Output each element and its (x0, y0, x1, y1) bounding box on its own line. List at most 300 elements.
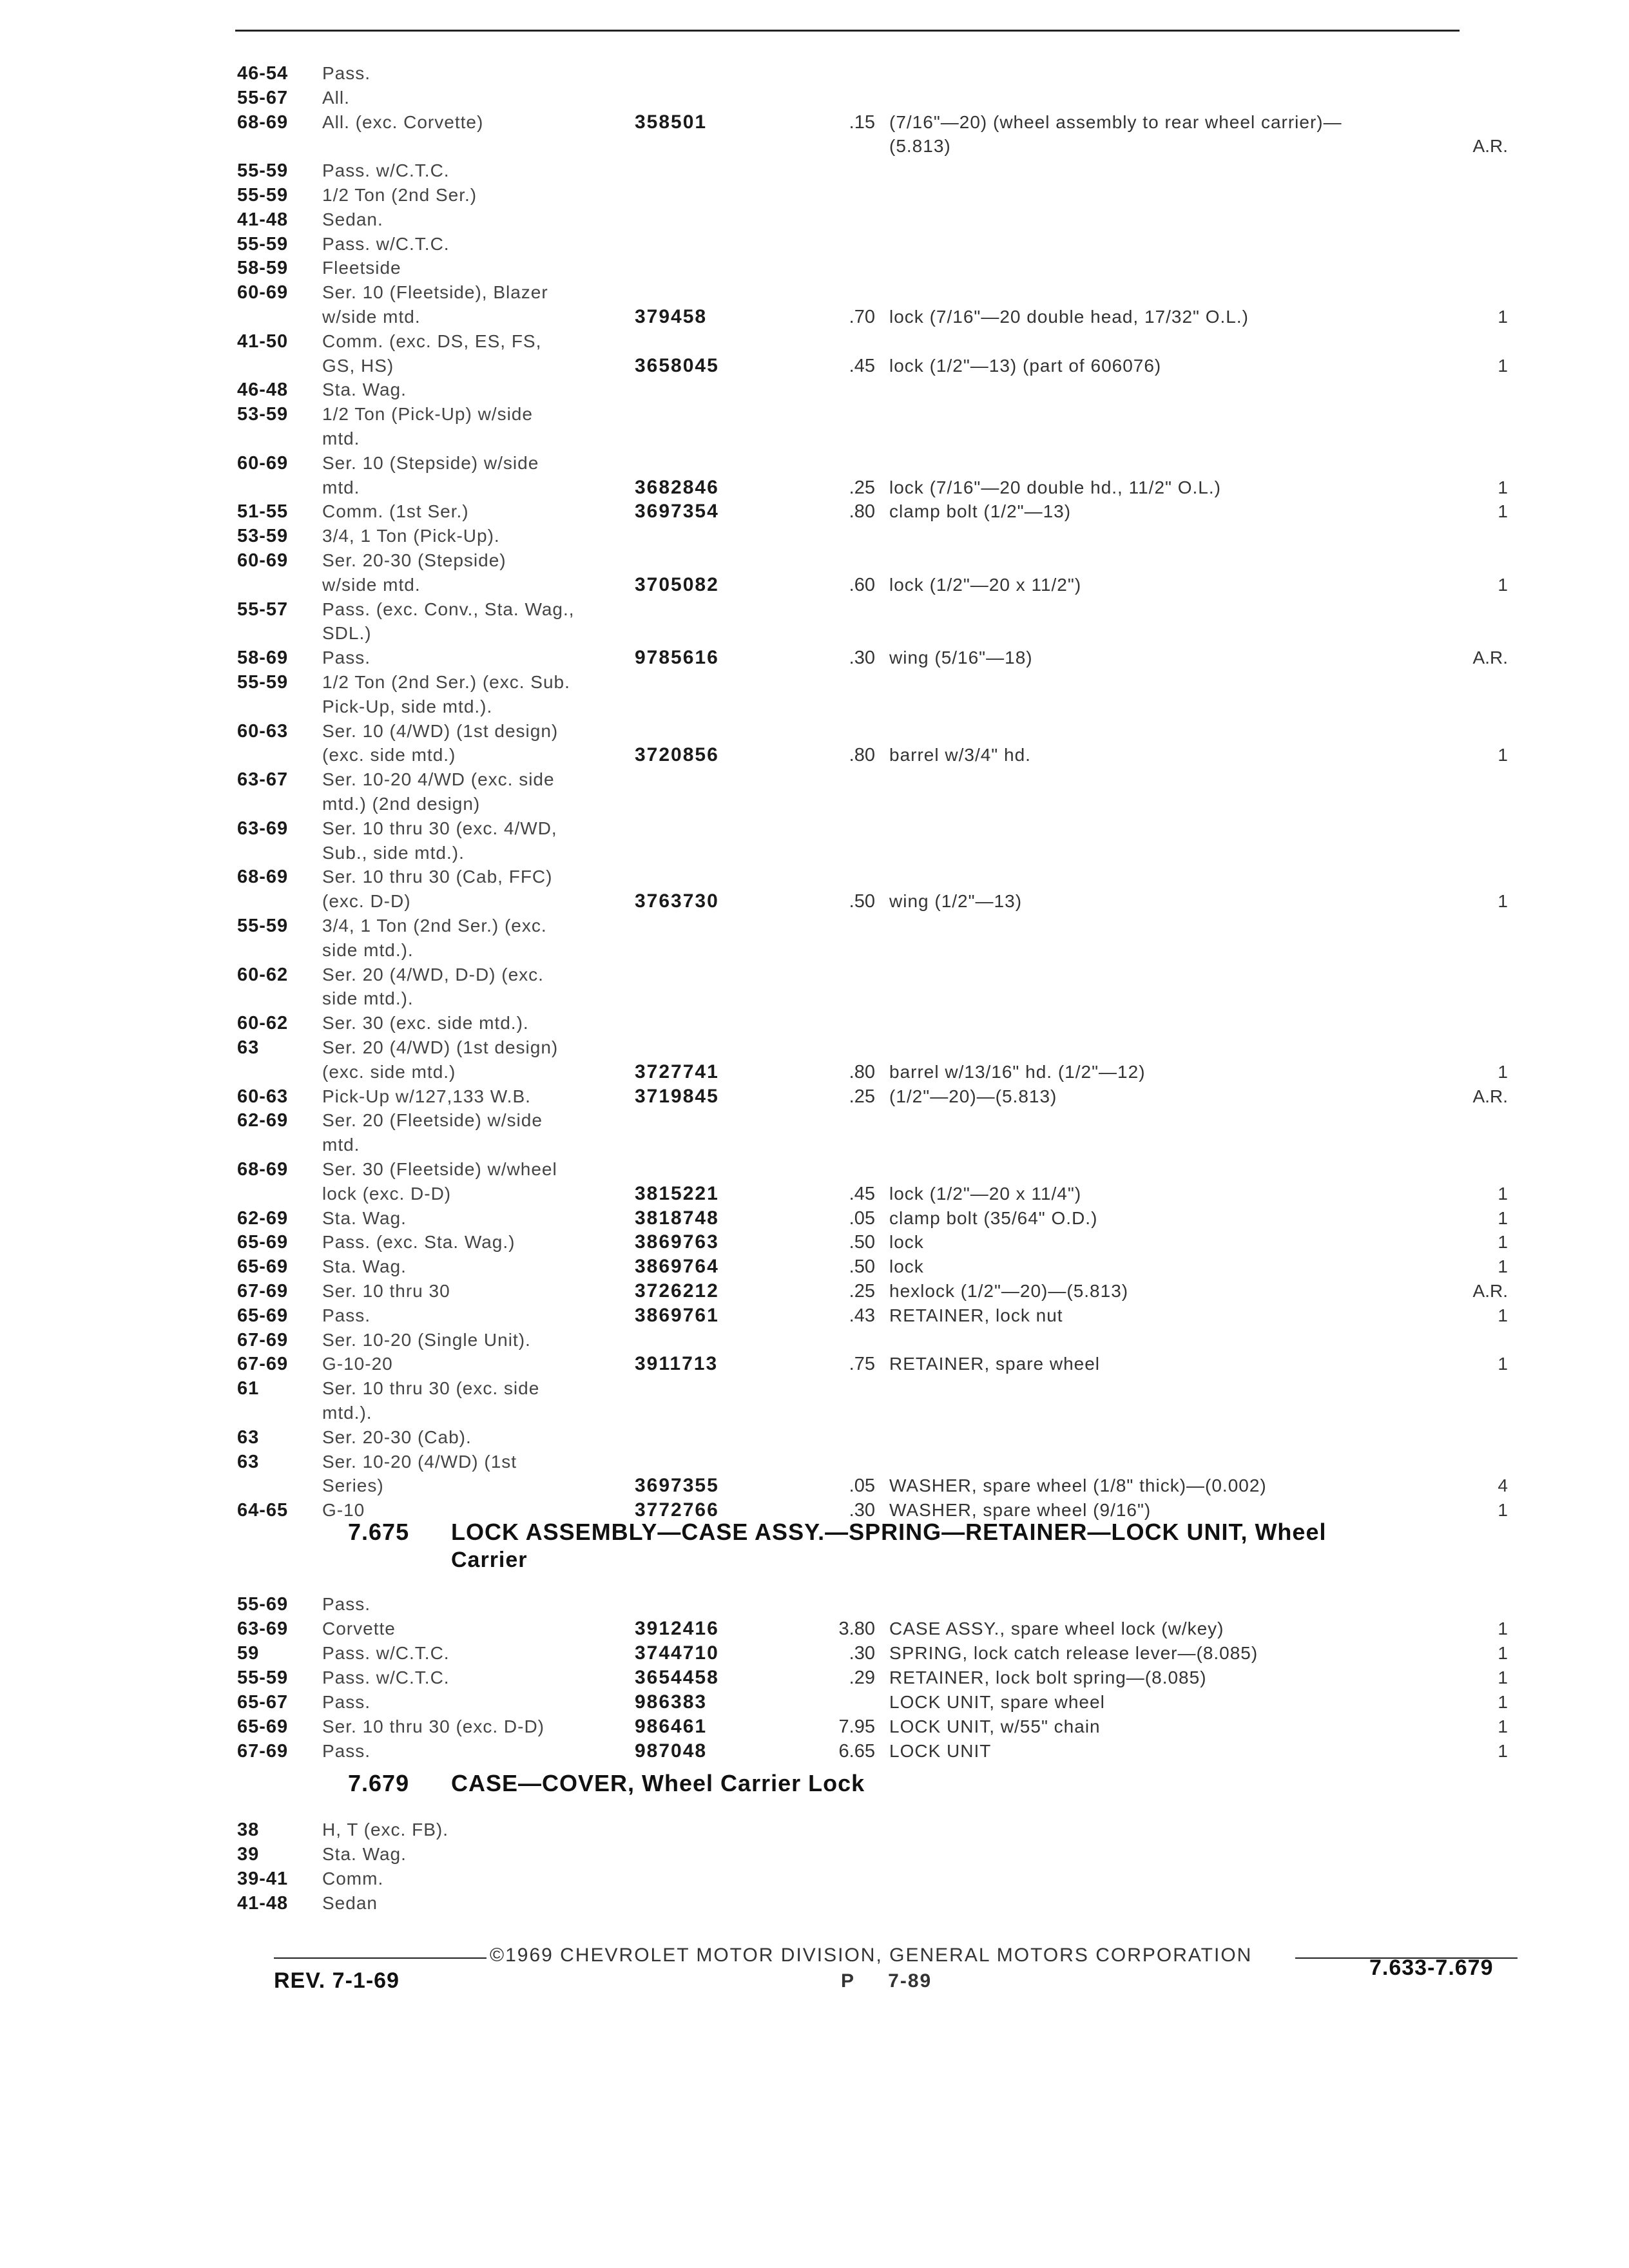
year-cell: 58-69 (237, 648, 289, 669)
table-row (0, 1133, 1629, 1157)
year-cell: 41-50 (237, 331, 289, 352)
application-cell: Ser. 30 (Fleetside) w/wheel (322, 1159, 557, 1179)
table-row (0, 695, 1629, 718)
year-cell: 55-59 (237, 233, 289, 255)
table-row (0, 1867, 1629, 1890)
year-cell: 68-69 (237, 867, 289, 888)
table-row (0, 184, 1629, 207)
page-number: P 7-89 (841, 1970, 932, 1992)
year-cell: 39-41 (237, 1869, 289, 1889)
table-row (0, 1593, 1629, 1616)
part-number-cell: 3658045 (635, 354, 719, 376)
description-cell: wing (1/2"—13) (889, 891, 1023, 912)
year-cell: 55-59 (237, 185, 289, 206)
table-row (0, 671, 1629, 694)
year-cell: 63 (237, 1451, 260, 1472)
application-cell: Pass. (322, 1594, 371, 1614)
quantity-cell: 1 (1498, 307, 1508, 327)
description-cell: CASE ASSY., spare wheel lock (w/key) (889, 1619, 1224, 1639)
table-row (0, 524, 1629, 548)
price-cell: .25 (849, 1086, 875, 1107)
price-cell: .30 (849, 1500, 875, 1521)
price-cell: .75 (849, 1354, 875, 1375)
table-row (0, 1843, 1629, 1866)
table-row (0, 159, 1629, 182)
year-cell: 63 (237, 1427, 260, 1448)
table-row (0, 208, 1629, 231)
price-cell: .15 (849, 111, 875, 133)
section-title: LOCK ASSEMBLY—CASE ASSY.—SPRING—RETAINER—LOCK UNIT, Wheel (451, 1519, 1327, 1545)
price-cell: .80 (849, 1061, 875, 1082)
year-cell: 62-69 (237, 1110, 289, 1131)
table-row (0, 86, 1629, 110)
description-cell: lock (1/2"—20 x 11/2") (889, 574, 1082, 595)
application-cell: w/side mtd. (322, 307, 421, 327)
year-cell: 46-48 (237, 380, 289, 401)
part-number-cell: 3911713 (635, 1353, 718, 1375)
quantity-cell: 1 (1498, 1183, 1508, 1204)
quantity-cell: 1 (1498, 1692, 1508, 1712)
year-cell: 55-59 (237, 160, 289, 182)
price-cell: .25 (849, 477, 875, 498)
application-cell: 1/2 Ton (2nd Ser.) (exc. Sub. (322, 672, 570, 692)
application-cell: Pass. (322, 1692, 371, 1712)
description-cell: lock (7/16"—20 double head, 17/32" O.L.) (889, 307, 1249, 327)
description-cell: wing (5/16"—18) (889, 648, 1033, 668)
application-cell: All. (exc. Corvette) (322, 111, 484, 132)
table-row (0, 598, 1629, 621)
table-row (0, 768, 1629, 791)
application-cell: Comm. (exc. DS, ES, FS, (322, 331, 542, 351)
part-number-cell: 3705082 (635, 573, 719, 595)
part-number-cell: 986461 (635, 1716, 708, 1737)
table-row (0, 378, 1629, 401)
year-cell: 62-69 (237, 1207, 289, 1229)
table-row (0, 427, 1629, 450)
application-cell: H, T (exc. FB). (322, 1820, 448, 1840)
price-cell: .45 (849, 355, 875, 376)
year-cell: 63 (237, 1037, 260, 1058)
application-cell: mtd. (322, 428, 360, 448)
table-row (0, 817, 1629, 840)
application-cell: mtd.). (322, 1403, 372, 1423)
table-row (0, 1426, 1629, 1449)
copyright-line: ©1969 CHEVROLET MOTOR DIVISION, GENERAL MOTORS CORPORATION (490, 1945, 1253, 1966)
price-cell: 7.95 (838, 1716, 875, 1737)
year-cell: 55-59 (237, 672, 289, 693)
year-cell: 63-67 (237, 769, 289, 791)
part-number-cell: 3682846 (635, 476, 719, 498)
application-cell: Ser. 20 (4/WD, D-D) (exc. (322, 964, 544, 985)
application-cell: Sta. Wag. (322, 1207, 407, 1228)
application-cell: Sub., side mtd.). (322, 842, 465, 863)
year-cell: 39 (237, 1844, 260, 1865)
price-cell: 3.80 (838, 1619, 875, 1639)
table-row (0, 1740, 1629, 1763)
application-cell: Pass. (exc. Sta. Wag.) (322, 1232, 516, 1253)
description-cell: lock (1/2"—20 x 11/4") (889, 1183, 1082, 1204)
application-cell: Corvette (322, 1619, 396, 1639)
application-cell: Ser. 10 thru 30 (exc. side (322, 1378, 540, 1399)
application-cell: Ser. 20-30 (Stepside) (322, 550, 506, 570)
table-row (0, 963, 1629, 986)
application-cell: w/side mtd. (322, 574, 421, 595)
price-cell: .29 (849, 1667, 875, 1688)
part-number-cell: 3720856 (635, 744, 719, 766)
year-cell: 60-69 (237, 282, 289, 303)
table-row (0, 793, 1629, 816)
part-number-cell: 3869764 (635, 1256, 719, 1278)
application-cell: Ser. 10 thru 30 (Cab, FFC) (322, 867, 553, 887)
quantity-cell: 1 (1498, 1305, 1508, 1325)
quantity-cell: A.R. (1472, 136, 1508, 157)
part-number-cell: 3697354 (635, 501, 719, 523)
table-row (0, 452, 1629, 475)
year-cell: 55-59 (237, 916, 289, 936)
top-rule (235, 30, 1460, 32)
application-cell: Pass. (322, 63, 371, 83)
price-cell: .50 (849, 1256, 875, 1278)
table-row (0, 1304, 1629, 1327)
application-cell: 3/4, 1 Ton (Pick-Up). (322, 526, 500, 546)
part-number-cell: 3763730 (635, 890, 719, 912)
table-row (0, 744, 1629, 767)
table-row (0, 1642, 1629, 1665)
price-cell: .70 (849, 307, 875, 327)
description-cell: clamp bolt (35/64" O.D.) (889, 1207, 1098, 1228)
application-cell: Ser. 10 thru 30 (exc. D-D) (322, 1716, 545, 1736)
application-cell: Pass. (322, 1305, 371, 1325)
part-number-cell: 358501 (635, 111, 708, 133)
table-row (0, 865, 1629, 889)
description-cell: WASHER, spare wheel (1/8" thick)—(0.002) (889, 1475, 1267, 1496)
table-row (0, 256, 1629, 280)
table-row (0, 1255, 1629, 1278)
description-cell: lock (889, 1256, 924, 1277)
application-cell: Ser. 10 thru 30 (exc. 4/WD, (322, 818, 557, 838)
description-cell: RETAINER, lock bolt spring—(8.085) (889, 1667, 1207, 1687)
year-cell: 65-69 (237, 1716, 289, 1737)
price-cell: .50 (849, 891, 875, 912)
application-cell: G-10-20 (322, 1354, 393, 1374)
application-cell: Pass. (322, 648, 371, 668)
part-number-cell: 3697355 (635, 1475, 719, 1497)
table-row (0, 1329, 1629, 1352)
year-cell: 68-69 (237, 1159, 289, 1180)
price-cell: .43 (849, 1305, 875, 1326)
application-cell: (exc. side mtd.) (322, 745, 456, 765)
table-row (0, 62, 1629, 85)
table-row (0, 1012, 1629, 1035)
year-cell: 60-69 (237, 550, 289, 571)
table-row (0, 1401, 1629, 1425)
quantity-cell: A.R. (1472, 648, 1508, 668)
table-row (0, 1715, 1629, 1738)
quantity-cell: 1 (1498, 891, 1508, 912)
application-cell: (exc. D-D) (322, 891, 411, 912)
table-row (0, 1352, 1629, 1376)
description-cell: clamp bolt (1/2"—13) (889, 501, 1072, 522)
price-cell: .05 (849, 1475, 875, 1497)
application-cell: Sedan. (322, 209, 383, 229)
table-row (0, 1691, 1629, 1714)
application-cell: 3/4, 1 Ton (2nd Ser.) (exc. (322, 916, 547, 936)
application-cell: Sta. Wag. (322, 1844, 407, 1864)
table-row (0, 939, 1629, 962)
application-cell: Pick-Up, side mtd.). (322, 696, 493, 716)
quantity-cell: 1 (1498, 1741, 1508, 1761)
description-cell: (1/2"—20)—(5.813) (889, 1086, 1057, 1106)
table-row (0, 622, 1629, 645)
table-row (0, 914, 1629, 937)
application-cell: Ser. 20 (Fleetside) w/side (322, 1110, 543, 1131)
description-cell: barrel w/13/16" hd. (1/2"—12) (889, 1061, 1146, 1082)
description-cell: lock (7/16"—20 double hd., 11/2" O.L.) (889, 477, 1221, 497)
table-row (0, 1182, 1629, 1206)
table-row (0, 1892, 1629, 1915)
description-cell: barrel w/3/4" hd. (889, 745, 1031, 765)
application-cell: Ser. 10 (Stepside) w/side (322, 452, 539, 473)
part-number-cell: 3719845 (635, 1085, 719, 1107)
year-cell: 59 (237, 1643, 260, 1664)
application-cell: Ser. 10-20 (Single Unit). (322, 1329, 531, 1350)
application-cell: Pass. (322, 1741, 371, 1761)
price-cell: .30 (849, 648, 875, 669)
description-cell: lock (889, 1232, 924, 1253)
application-cell: G-10 (322, 1500, 365, 1521)
description-cell: hexlock (1/2"—20)—(5.813) (889, 1281, 1129, 1301)
quantity-cell: 1 (1498, 1232, 1508, 1253)
quantity-cell: 1 (1498, 1619, 1508, 1639)
section-title-continued: Carrier (451, 1548, 528, 1572)
part-number-cell: 3727741 (635, 1061, 719, 1082)
quantity-cell: 1 (1498, 1207, 1508, 1228)
table-row (0, 1158, 1629, 1181)
quantity-cell: 1 (1498, 477, 1508, 497)
quantity-cell: 1 (1498, 1061, 1508, 1082)
section-range: 7.633-7.679 (1369, 1956, 1494, 1980)
table-row (0, 1061, 1629, 1084)
quantity-cell: 1 (1498, 355, 1508, 376)
year-cell: 63-69 (237, 818, 289, 839)
year-cell: 46-54 (237, 63, 289, 84)
year-cell: 67-69 (237, 1281, 289, 1302)
application-cell: side mtd.). (322, 988, 414, 1009)
year-cell: 67-69 (237, 1329, 289, 1350)
description-cell: LOCK UNIT (889, 1741, 992, 1761)
part-number-cell: 3654458 (635, 1667, 719, 1688)
quantity-cell: 1 (1498, 1667, 1508, 1687)
table-row (0, 1109, 1629, 1132)
table-row (0, 500, 1629, 523)
price-cell: .50 (849, 1232, 875, 1253)
table-row (0, 720, 1629, 743)
year-cell: 65-67 (237, 1692, 289, 1713)
price-cell: 6.65 (838, 1741, 875, 1762)
application-cell: Ser. 30 (exc. side mtd.). (322, 1013, 529, 1033)
year-cell: 41-48 (237, 1893, 289, 1914)
table-row (0, 1474, 1629, 1497)
year-cell: 58-59 (237, 258, 289, 279)
year-cell: 67-69 (237, 1354, 289, 1375)
price-cell: .80 (849, 501, 875, 523)
description-cell: SPRING, lock catch release lever—(8.085) (889, 1643, 1258, 1663)
application-cell: Pass. (exc. Conv., Sta. Wag., (322, 599, 575, 619)
application-cell: Sta. Wag. (322, 1256, 407, 1277)
description-cell: RETAINER, spare wheel (889, 1354, 1101, 1374)
application-cell: Ser. 10 (Fleetside), Blazer (322, 282, 548, 303)
part-number-cell: 3869763 (635, 1231, 719, 1253)
application-cell: All. (322, 87, 350, 108)
application-cell: Pick-Up w/127,133 W.B. (322, 1086, 531, 1106)
application-cell: Ser. 10-20 4/WD (exc. side (322, 769, 555, 790)
table-row (0, 1377, 1629, 1400)
table-row (0, 1450, 1629, 1474)
description-cell: lock (1/2"—13) (part of 606076) (889, 355, 1162, 376)
section-number: 7.679 (348, 1770, 410, 1796)
year-cell: 60-63 (237, 720, 289, 742)
price-cell: .80 (849, 745, 875, 766)
year-cell: 60-69 (237, 452, 289, 474)
year-cell: 64-65 (237, 1500, 289, 1521)
table-row (0, 354, 1629, 378)
application-cell: Pass. w/C.T.C. (322, 233, 450, 254)
description-cell: RETAINER, lock nut (889, 1305, 1063, 1325)
price-cell: .60 (849, 574, 875, 595)
application-cell: lock (exc. D-D) (322, 1183, 452, 1204)
part-number-cell: 3726212 (635, 1280, 719, 1302)
quantity-cell: 1 (1498, 501, 1508, 522)
table-row (0, 476, 1629, 499)
year-cell: 68-69 (237, 111, 289, 133)
year-cell: 65-69 (237, 1305, 289, 1326)
quantity-cell: 1 (1498, 574, 1508, 595)
footer-rule-left (274, 1957, 487, 1959)
table-row (0, 1617, 1629, 1640)
quantity-cell: A.R. (1472, 1281, 1508, 1301)
part-number-cell: 379458 (635, 306, 708, 327)
table-row (0, 1818, 1629, 1841)
table-row (0, 1085, 1629, 1108)
application-cell: side mtd.). (322, 939, 414, 960)
year-cell: 55-57 (237, 599, 289, 620)
table-row (0, 403, 1629, 426)
year-cell: 61 (237, 1378, 260, 1399)
application-cell: Comm. (322, 1869, 384, 1888)
quantity-cell: 1 (1498, 1716, 1508, 1736)
application-cell: GS, HS) (322, 355, 394, 376)
quantity-cell: 4 (1498, 1475, 1508, 1496)
year-cell: 65-69 (237, 1232, 289, 1253)
section-number: 7.675 (348, 1519, 410, 1545)
application-cell: mtd. (322, 477, 360, 497)
table-row (0, 233, 1629, 256)
part-number-cell: 3772766 (635, 1499, 719, 1521)
quantity-cell: 1 (1498, 1500, 1508, 1521)
application-cell: Ser. 10-20 (4/WD) (1st (322, 1451, 517, 1472)
application-cell: Fleetside (322, 258, 401, 278)
quantity-cell: 1 (1498, 745, 1508, 765)
application-cell: Pass. w/C.T.C. (322, 1643, 450, 1663)
price-cell: .45 (849, 1183, 875, 1204)
table-row (0, 1666, 1629, 1689)
table-row (0, 549, 1629, 572)
table-row (0, 1231, 1629, 1254)
application-cell: Sta. Wag. (322, 380, 407, 400)
application-cell: 1/2 Ton (2nd Ser.) (322, 185, 477, 205)
section-title: CASE—COVER, Wheel Carrier Lock (451, 1770, 865, 1796)
revision-date: REV. 7-1-69 (274, 1968, 400, 1993)
year-cell: 67-69 (237, 1741, 289, 1762)
year-cell: 41-48 (237, 209, 289, 230)
application-cell: Ser. 20-30 (Cab). (322, 1427, 472, 1447)
year-cell: 63-69 (237, 1619, 289, 1639)
description-cell: LOCK UNIT, w/55" chain (889, 1716, 1101, 1736)
year-cell: 60-62 (237, 1013, 289, 1034)
application-cell: Comm. (1st Ser.) (322, 501, 469, 522)
table-row (0, 573, 1629, 597)
application-cell: mtd.) (2nd design) (322, 794, 481, 814)
part-number-cell: 3744710 (635, 1642, 719, 1664)
year-cell: 65-69 (237, 1256, 289, 1278)
quantity-cell: 1 (1498, 1256, 1508, 1277)
quantity-cell: 1 (1498, 1354, 1508, 1374)
year-cell: 53-59 (237, 526, 289, 547)
year-cell: 60-63 (237, 1086, 289, 1107)
part-number-cell: 3912416 (635, 1618, 719, 1639)
year-cell: 55-59 (237, 1667, 289, 1688)
table-row (0, 841, 1629, 865)
table-row (0, 305, 1629, 329)
application-cell: Pass. w/C.T.C. (322, 160, 450, 181)
section-heading-7-675 (348, 1519, 1326, 1545)
year-cell: 38 (237, 1820, 260, 1840)
quantity-cell: A.R. (1472, 1086, 1508, 1106)
section-heading-7-679 (348, 1771, 865, 1796)
application-cell: mtd. (322, 1135, 360, 1155)
year-cell: 53-59 (237, 404, 289, 425)
application-cell: Sedan (322, 1893, 378, 1913)
table-row (0, 1280, 1629, 1303)
application-cell: Ser. 10 thru 30 (322, 1281, 450, 1301)
year-cell: 60-62 (237, 964, 289, 985)
description-cell: (7/16"—20) (wheel assembly to rear wheel carrier)— (889, 111, 1342, 132)
table-row (0, 135, 1629, 158)
application-cell: Ser. 10 (4/WD) (1st design) (322, 720, 559, 741)
quantity-cell: 1 (1498, 1643, 1508, 1663)
application-cell: SDL.) (322, 623, 372, 644)
table-row (0, 111, 1629, 134)
table-row (0, 646, 1629, 669)
description-cell: (5.813) (889, 136, 951, 157)
table-row (0, 890, 1629, 913)
table-row (0, 1207, 1629, 1230)
table-row (0, 987, 1629, 1010)
application-cell: Pass. w/C.T.C. (322, 1667, 450, 1687)
part-number-cell: 986383 (635, 1691, 708, 1713)
description-cell: LOCK UNIT, spare wheel (889, 1692, 1105, 1712)
table-row (0, 1036, 1629, 1059)
price-cell: .30 (849, 1643, 875, 1664)
year-cell: 55-69 (237, 1594, 289, 1615)
application-cell: Ser. 20 (4/WD) (1st design) (322, 1037, 559, 1057)
table-row (0, 330, 1629, 353)
description-cell: WASHER, spare wheel (9/16") (889, 1500, 1152, 1521)
part-number-cell: 987048 (635, 1740, 708, 1762)
part-number-cell: 3815221 (635, 1182, 719, 1204)
price-cell: .05 (849, 1207, 875, 1229)
year-cell: 51-55 (237, 501, 289, 523)
